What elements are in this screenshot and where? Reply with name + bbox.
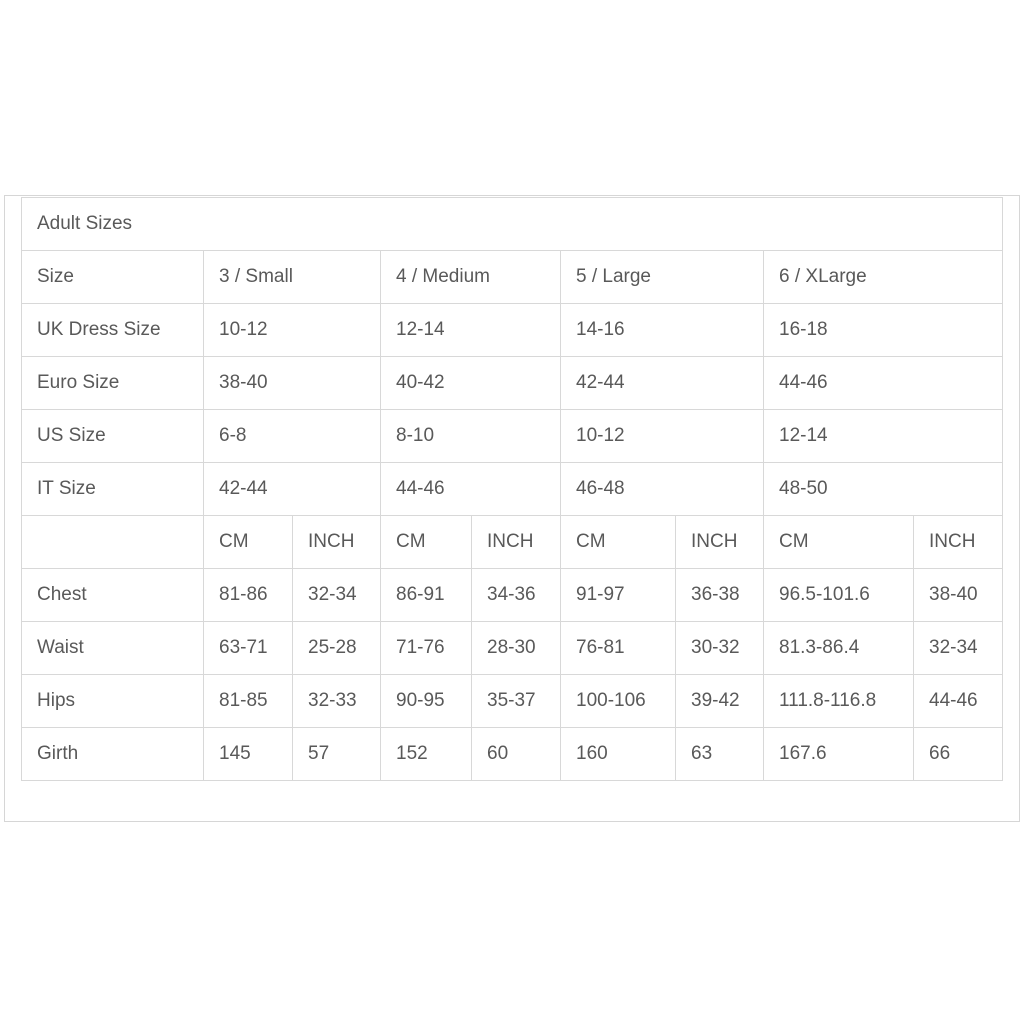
row-label: Size [22,251,204,304]
unit-header-cell: INCH [472,516,561,569]
unit-header-cell: INCH [914,516,1003,569]
table-row-waist [22,622,1003,675]
table-row-it-size [22,463,1003,516]
measure-cell: 35-37 [472,675,561,728]
measure-cell: 44-46 [914,675,1003,728]
row-label: Waist [22,622,204,675]
table-row-size [22,251,1003,304]
measure-cell: 81-86 [204,569,293,622]
table-row-uk-dress-size [22,304,1003,357]
row-label: Hips [22,675,204,728]
measure-cell: 63-71 [204,622,293,675]
size-chart-panel [4,195,1020,822]
unit-header-cell: INCH [293,516,381,569]
size-cell: 44-46 [381,463,561,516]
size-cell: 3 / Small [204,251,381,304]
table-row-unit-header [22,516,1003,569]
measure-cell: 96.5-101.6 [764,569,914,622]
row-label: UK Dress Size [22,304,204,357]
size-cell: 10-12 [561,410,764,463]
measure-cell: 71-76 [381,622,472,675]
size-cell: 38-40 [204,357,381,410]
unit-header-cell: CM [764,516,914,569]
measure-cell: 111.8-116.8 [764,675,914,728]
measure-cell: 36-38 [676,569,764,622]
table-row-girth [22,728,1003,781]
size-cell: 6 / XLarge [764,251,1003,304]
unit-header-cell: CM [381,516,472,569]
measure-cell: 152 [381,728,472,781]
measure-cell: 30-32 [676,622,764,675]
measure-cell: 81-85 [204,675,293,728]
size-cell: 8-10 [381,410,561,463]
size-cell: 46-48 [561,463,764,516]
measure-cell: 28-30 [472,622,561,675]
row-label-empty [22,516,204,569]
size-cell: 16-18 [764,304,1003,357]
measure-cell: 60 [472,728,561,781]
unit-header-cell: INCH [676,516,764,569]
row-label: US Size [22,410,204,463]
size-cell: 48-50 [764,463,1003,516]
size-cell: 42-44 [561,357,764,410]
table-row-us-size [22,410,1003,463]
size-cell: 42-44 [204,463,381,516]
measure-cell: 100-106 [561,675,676,728]
table-title-row [22,198,1003,251]
measure-cell: 38-40 [914,569,1003,622]
size-cell: 4 / Medium [381,251,561,304]
measure-cell: 25-28 [293,622,381,675]
size-cell: 5 / Large [561,251,764,304]
size-chart-table [21,197,1003,781]
row-label: IT Size [22,463,204,516]
size-cell: 10-12 [204,304,381,357]
measure-cell: 160 [561,728,676,781]
table-row-euro-size [22,357,1003,410]
measure-cell: 81.3-86.4 [764,622,914,675]
measure-cell: 167.6 [764,728,914,781]
measure-cell: 32-34 [914,622,1003,675]
measure-cell: 63 [676,728,764,781]
measure-cell: 76-81 [561,622,676,675]
unit-header-cell: CM [204,516,293,569]
measure-cell: 32-33 [293,675,381,728]
measure-cell: 39-42 [676,675,764,728]
size-cell: 6-8 [204,410,381,463]
row-label: Girth [22,728,204,781]
row-label: Chest [22,569,204,622]
table-title: Adult Sizes [22,198,1003,251]
measure-cell: 34-36 [472,569,561,622]
measure-cell: 145 [204,728,293,781]
measure-cell: 66 [914,728,1003,781]
measure-cell: 32-34 [293,569,381,622]
size-cell: 40-42 [381,357,561,410]
measure-cell: 57 [293,728,381,781]
measure-cell: 86-91 [381,569,472,622]
table-row-hips [22,675,1003,728]
size-cell: 14-16 [561,304,764,357]
size-cell: 12-14 [764,410,1003,463]
unit-header-cell: CM [561,516,676,569]
measure-cell: 90-95 [381,675,472,728]
size-cell: 12-14 [381,304,561,357]
row-label: Euro Size [22,357,204,410]
size-cell: 44-46 [764,357,1003,410]
measure-cell: 91-97 [561,569,676,622]
table-row-chest [22,569,1003,622]
